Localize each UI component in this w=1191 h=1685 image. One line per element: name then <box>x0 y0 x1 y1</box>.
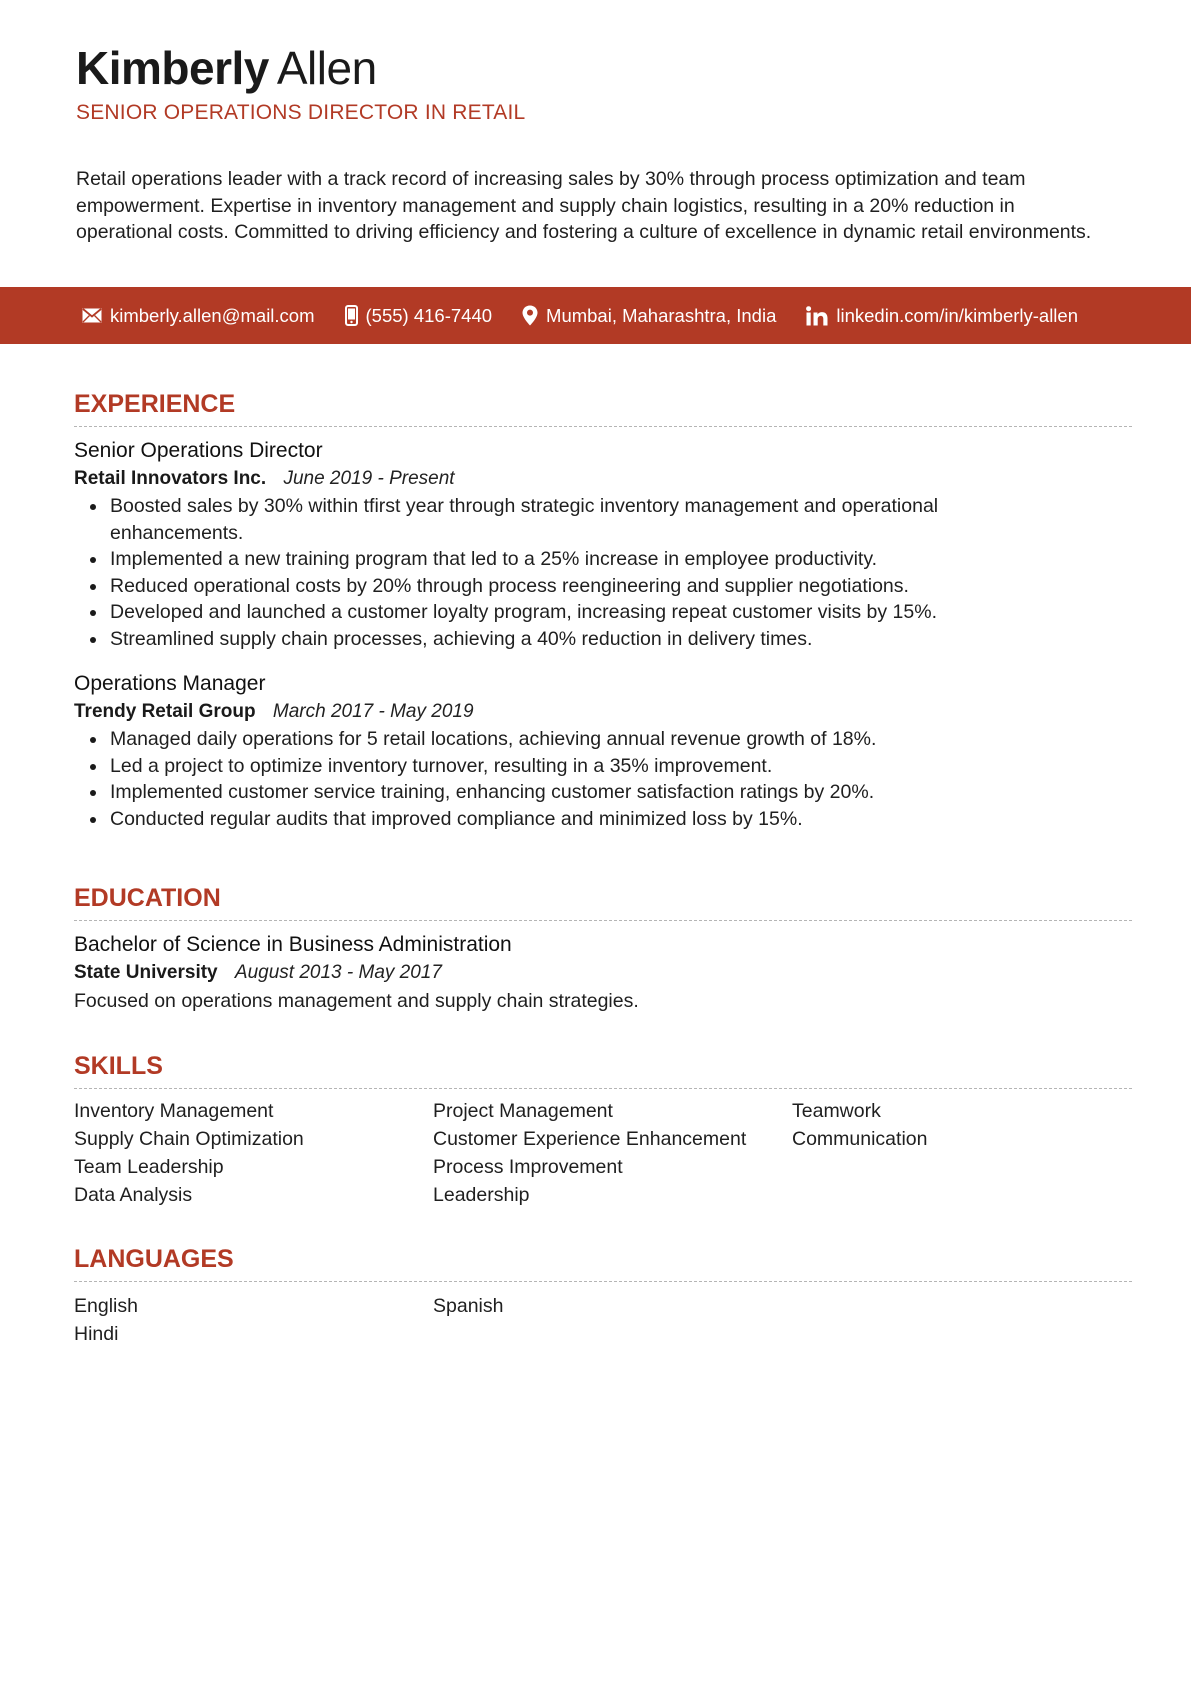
contact-bar <box>0 287 1191 344</box>
contact-email[interactable] <box>82 305 315 327</box>
languages-grid <box>74 1292 1132 1348</box>
languages-column <box>433 1292 792 1348</box>
language-item: English <box>74 1295 138 1317</box>
linkedin-text: linkedin.com/in/kimberly-allen <box>836 304 1078 326</box>
job-bullets <box>74 726 1132 832</box>
school-name: State University <box>74 962 218 983</box>
education-description: Focused on operations management and supply chain strategies. <box>74 990 639 1012</box>
skill-item: Project Management <box>433 1100 613 1122</box>
email-text: kimberly.allen@mail.com <box>110 304 315 326</box>
bullet-item: Reduced operational costs by 20% through process reengineering and supplier negotiations. <box>88 573 1030 600</box>
job-entry <box>74 437 1132 652</box>
linkedin-icon <box>806 306 828 326</box>
bullet-item: Managed daily operations for 5 retail locations, achieving annual revenue growth of 18%. <box>88 726 1030 753</box>
bullet-item: Developed and launched a customer loyalty program, increasing repeat customer visits by 15%. <box>88 599 1030 626</box>
education-meta <box>74 959 1132 987</box>
location-pin-icon <box>522 305 538 326</box>
candidate-name <box>76 38 1131 98</box>
skill-item: Inventory Management <box>74 1100 274 1122</box>
experience-heading: EXPERIENCE <box>74 388 1132 427</box>
contact-linkedin[interactable] <box>806 305 1078 327</box>
phone-text: (555) 416-7440 <box>365 304 493 326</box>
language-item: Hindi <box>74 1323 119 1345</box>
languages-heading: LANGUAGES <box>74 1243 1132 1282</box>
skill-item: Data Analysis <box>74 1184 193 1206</box>
language-item: Spanish <box>433 1295 504 1317</box>
skills-column <box>792 1097 1132 1209</box>
skill-item: Teamwork <box>792 1100 881 1122</box>
contact-phone[interactable] <box>345 305 493 327</box>
bullet-item: Implemented a new training program that led to a 25% increase in employee productivity. <box>88 546 1030 573</box>
skill-item: Communication <box>792 1128 928 1150</box>
resume-header <box>76 38 1131 128</box>
job-title: Operations Manager <box>74 672 266 695</box>
profile-summary: Retail operations leader with a track record of increasing sales by 30% through process optimization and team empowerment. Expertise in inventory management and supply chain logistics, resulting in a 20% reduction in operational costs. Committed to driving efficiency and fostering a culture of excellence in dynamic retail environments. <box>76 168 1092 243</box>
skill-item: Team Leadership <box>74 1156 224 1178</box>
job-bullets <box>74 493 1132 652</box>
company-name: Trendy Retail Group <box>74 701 256 722</box>
bullet-item: Implemented customer service training, enhancing customer satisfaction ratings by 20%. <box>88 779 1030 806</box>
contact-location <box>522 305 776 327</box>
job-title: Senior Operations Director <box>74 439 323 462</box>
phone-icon <box>345 305 358 326</box>
education-heading: EDUCATION <box>74 882 1132 921</box>
email-icon <box>82 308 102 323</box>
skill-item: Leadership <box>433 1184 530 1206</box>
bullet-item: Led a project to optimize inventory turnover, resulting in a 35% improvement. <box>88 753 1030 780</box>
skill-item: Customer Experience Enhancement <box>433 1128 747 1150</box>
bullet-item: Conducted regular audits that improved compliance and minimized loss by 15%. <box>88 806 1030 833</box>
skills-column <box>74 1097 433 1209</box>
languages-section <box>74 1243 1132 1348</box>
job-entry <box>74 670 1132 832</box>
company-name: Retail Innovators Inc. <box>74 468 267 489</box>
degree-title: Bachelor of Science in Business Administration <box>74 933 512 956</box>
skills-column <box>433 1097 792 1209</box>
experience-section <box>74 388 1132 832</box>
bullet-item: Streamlined supply chain processes, achieving a 40% reduction in delivery times. <box>88 626 1030 653</box>
education-entry <box>74 931 1132 1015</box>
first-name: Kimberly <box>76 42 269 94</box>
skills-grid <box>74 1097 1132 1209</box>
job-meta <box>74 698 1132 726</box>
last-name: Allen <box>276 42 377 94</box>
bullet-item: Boosted sales by 30% within tfirst year through strategic inventory management and operational enhancements. <box>88 493 1030 546</box>
job-headline: SENIOR OPERATIONS DIRECTOR IN RETAIL <box>76 101 526 124</box>
skill-item: Process Improvement <box>433 1156 623 1178</box>
skills-heading: SKILLS <box>74 1050 1132 1089</box>
languages-column <box>74 1292 433 1348</box>
job-meta <box>74 465 1132 493</box>
skill-item: Supply Chain Optimization <box>74 1128 304 1150</box>
job-dates: June 2019 - Present <box>283 468 455 489</box>
location-text: Mumbai, Maharashtra, India <box>546 304 777 326</box>
education-dates: August 2013 - May 2017 <box>234 962 442 983</box>
education-section <box>74 882 1132 1015</box>
skills-section <box>74 1050 1132 1209</box>
job-dates: March 2017 - May 2019 <box>272 701 474 722</box>
